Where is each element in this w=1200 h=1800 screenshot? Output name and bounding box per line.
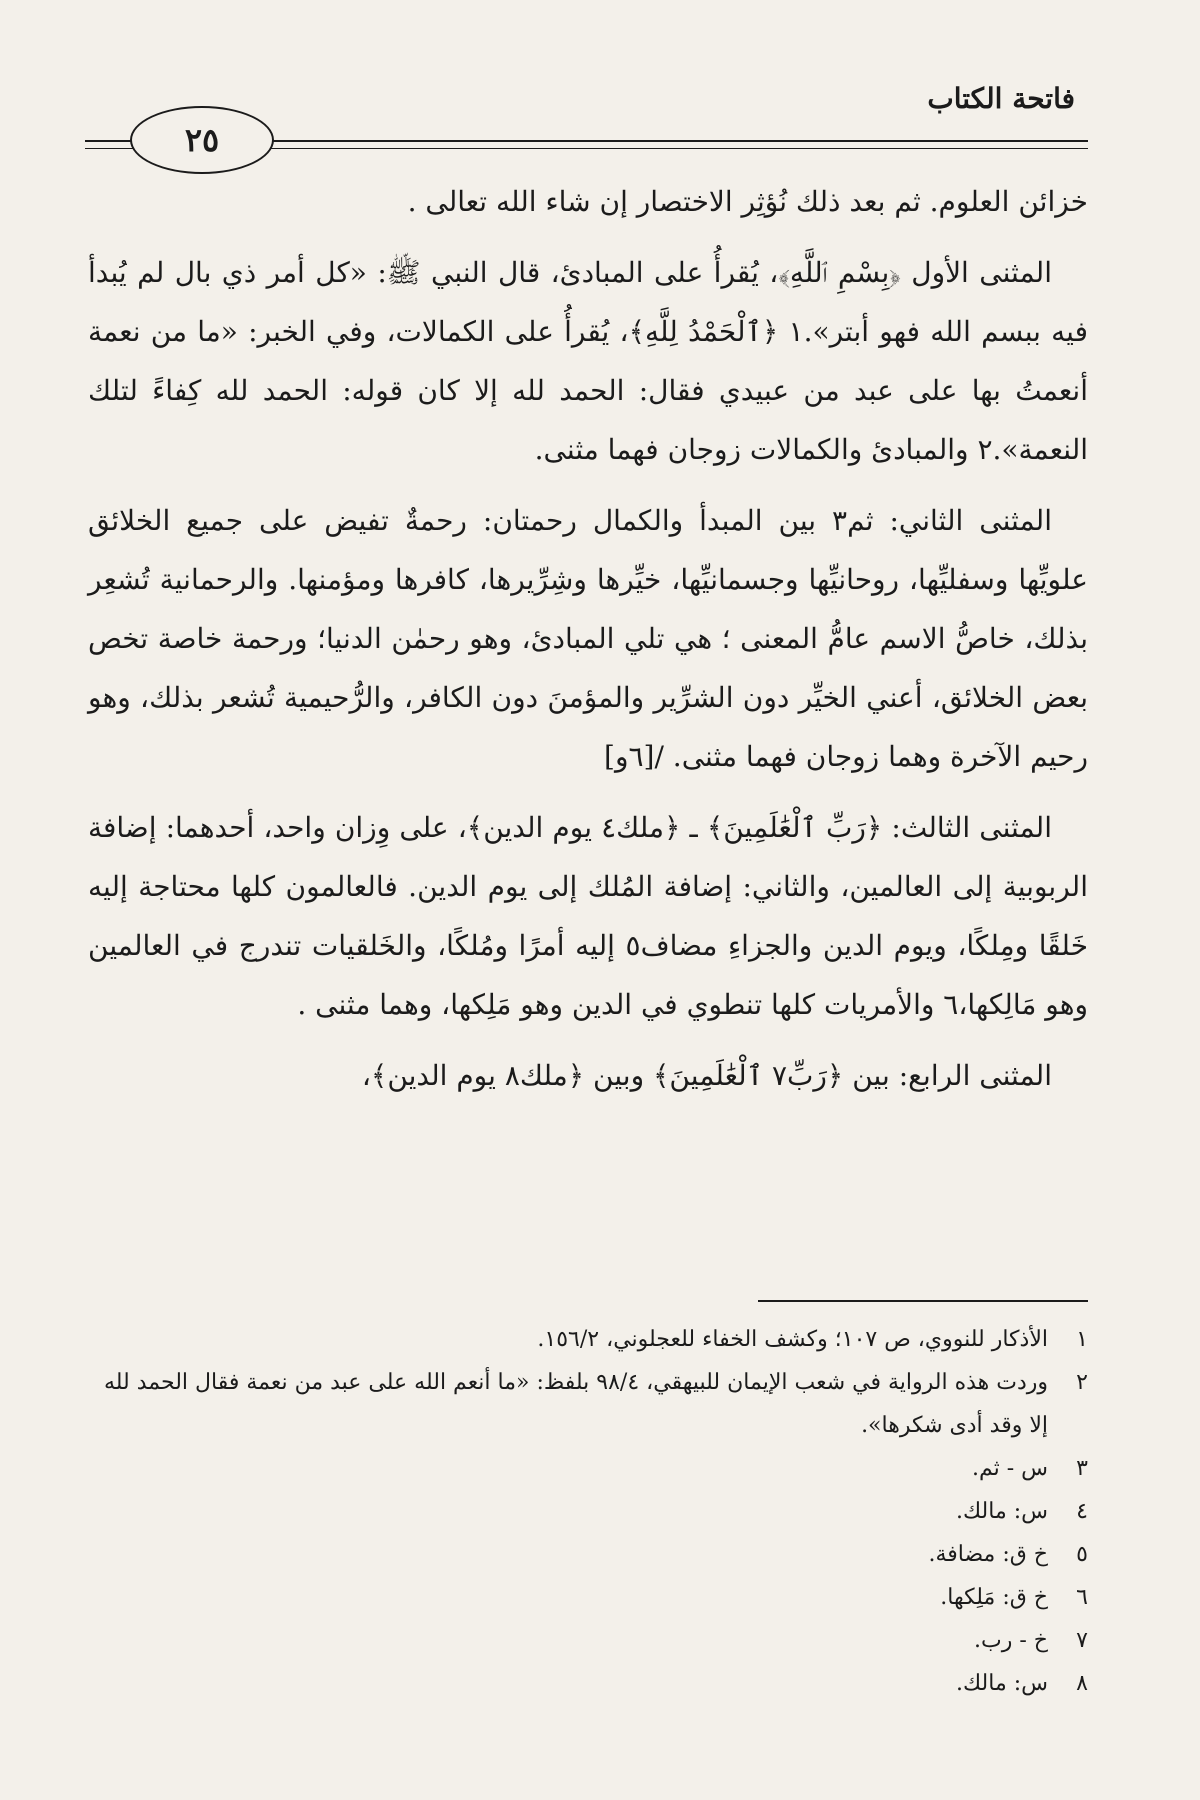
footnote-text: خ ق: مَلِكها. <box>940 1585 1048 1610</box>
footnote <box>90 1490 1088 1533</box>
paragraph: خزائن العلوم. ثم بعد ذلك نُؤثِر الاختصار إن شاء الله تعالى . <box>407 185 1088 218</box>
footnote <box>90 1447 1088 1490</box>
footnote-number: ٥ <box>1076 1542 1088 1567</box>
footnote <box>90 1318 1088 1361</box>
footnote-number: ٢ <box>1076 1370 1088 1395</box>
main-text <box>88 172 1088 1117</box>
footnote-text: خ - رب. <box>974 1628 1048 1653</box>
footnote <box>90 1619 1088 1662</box>
footnote-text: س - ثم. <box>971 1456 1048 1481</box>
footnote-text: وردت هذه الرواية في شعب الإيمان للبيهقي، ٩٨/٤ بلفظ: «ما أنعم الله على عبد من نعمة فقال الحمد لله إلا وقد أدى شكرها». <box>103 1370 1048 1438</box>
footnote-number: ٣ <box>1076 1456 1088 1481</box>
footnote-number: ٦ <box>1076 1585 1088 1610</box>
footnote <box>90 1662 1088 1705</box>
running-title: فاتحة الكتاب <box>927 82 1075 115</box>
footnote-text: س: مالك. <box>956 1499 1048 1524</box>
footnotes <box>90 1318 1088 1705</box>
footnote-number: ٤ <box>1076 1499 1088 1524</box>
footnote <box>90 1533 1088 1576</box>
paragraph: المثنى الرابع: بين ﴿رَبِّ٧ ٱلْعَٰلَمِينَ﴾ وبين ﴿ملك٨ يوم الدين﴾، <box>361 1059 1052 1092</box>
footnote-text: خ ق: مضافة. <box>928 1542 1048 1567</box>
paragraph: المثنى الثاني: ثم٣ بين المبدأ والكمال رحمتان: رحمةٌ تفيض على جميع الخلائق علويِّها وسفليِّها، روحانيِّها وجسمانيِّها، خيِّرها وشِرِّيرها، كافرها ومؤمنها. والرحمانية تُشعِر بذلك، خاصُّ الاسم عامُّ المعنى ؛ هي تلي المبادئ، وهو رحمٰن الدنيا؛ ورحمة خاصة تخص بعض الخلائق، أعني الخيِّر دون الشرِّير والمؤمنَ دون الكافر، والرُّحيمية تُشعر بذلك، وهو رحيم الآخرة وهما زوجان فهما مثنى. /[٦و] <box>88 504 1088 773</box>
footnote <box>90 1576 1088 1619</box>
footnote-text: الأذكار للنووي، ص ١٠٧؛ وكشف الخفاء للعجلوني، ١٥٦/٢. <box>537 1327 1048 1352</box>
footnote-separator <box>758 1300 1088 1302</box>
footnote-number: ٨ <box>1076 1671 1088 1696</box>
paragraph: المثنى الأول ﴿بِسْمِ ٱللَّهِ﴾، يُقرأُ على المبادئ، قال النبي ﷺ: «كل أمر ذي بال لم يُبدأ فيه ببسم الله فهو أبتر».١ ﴿ٱلْحَمْدُ لِلَّهِ﴾، يُقرأُ على الكمالات، وفي الخبر: «ما من نعمة أنعمتُ بها على عبد من عبيدي فقال: الحمد لله إلا كان قوله: الحمد لله كِفاءً لتلك النعمة».٢ والمبادئ والكمالات زوجان فهما مثنى. <box>88 256 1088 466</box>
page-number: ٢٥ <box>130 106 274 174</box>
footnote-number: ٧ <box>1076 1628 1088 1653</box>
footnote <box>90 1361 1088 1447</box>
paragraph: المثنى الثالث: ﴿رَبِّ ٱلْعَٰلَمِينَ﴾ ـ ﴿ملك٤ يوم الدين﴾، على وِزان واحد، أحدهما: إضافة الربوبية إلى العالمين، والثاني: إضافة المُلك إلى يوم الدين. فالعالمون كلها محتاجة إليه خَلقًا ومِلكًا، ويوم الدين والجزاءِ مضاف٥ إليه أمرًا ومُلكًا، والخَلقيات تندرج في العالمين وهو مَالِكها،٦ والأمريات كلها تنطوي في الدين وهو مَلِكها، وهما مثنى . <box>88 811 1089 1021</box>
footnote-number: ١ <box>1076 1327 1088 1352</box>
footnote-text: س: مالك. <box>956 1671 1048 1696</box>
